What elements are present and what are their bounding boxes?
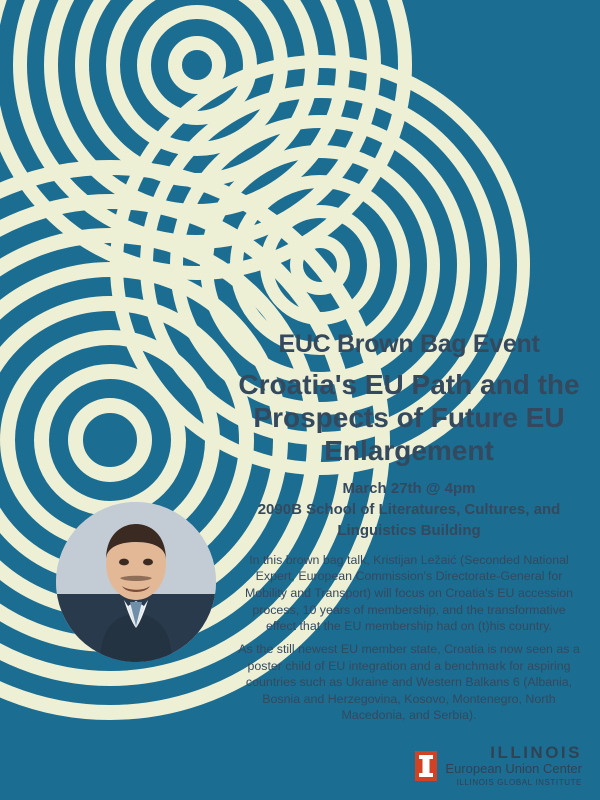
- poster-content: [236, 330, 582, 724]
- description-paragraph: In this brown bag talk, Kristijan Ležaić (Seconded National Expert, European Commission's Directorate-General for Mobility and Transport) will focus on Croatia's EU accession process, 10 years of membership, and the transformative effect that the EU membership had on (t)his country.: [244, 552, 574, 634]
- description-paragraph: As the still newest EU member state, Croatia is now seen as a poster child of EU integration and a benchmark for aspiring countries such as Ukraine and Western Balkans 6 (Albania, Bosnia and Herzegovina, Kosovo, Montenegro, North Macedonia, and Serbia).: [238, 641, 580, 723]
- speaker-photo: [56, 502, 216, 662]
- institute-name: ILLINOIS GLOBAL INSTITUTE: [456, 777, 582, 787]
- speaker-portrait-illustration: [56, 502, 216, 662]
- event-kicker: EUC Brown Bag Event: [278, 330, 540, 358]
- ring: [44, 0, 350, 218]
- page-title: Croatia's EU Path and the Prospects of Future EU Enlargement: [238, 369, 580, 467]
- ring: [75, 0, 319, 187]
- event-description: [236, 552, 582, 724]
- ring: [137, 5, 257, 125]
- center-name: European Union Center: [445, 761, 582, 777]
- ring: [13, 0, 381, 249]
- ring: [106, 0, 288, 156]
- university-name: ILLINOIS: [490, 742, 582, 762]
- ring: [290, 235, 350, 295]
- ring: [168, 36, 226, 94]
- event-location: 2090B School of Literatures, Cultures, and Linguistics Building: [257, 501, 561, 539]
- ring: [34, 364, 186, 516]
- ring: [230, 175, 410, 355]
- illinois-block-i-icon: [415, 751, 437, 781]
- event-datetime: March 27th @ 4pm: [342, 480, 476, 498]
- footer-text: [445, 744, 582, 788]
- footer-branding: [415, 744, 582, 788]
- ring: [68, 398, 152, 482]
- ring-group-top: [0, 0, 412, 280]
- ring: [260, 205, 380, 325]
- ring: [0, 0, 412, 280]
